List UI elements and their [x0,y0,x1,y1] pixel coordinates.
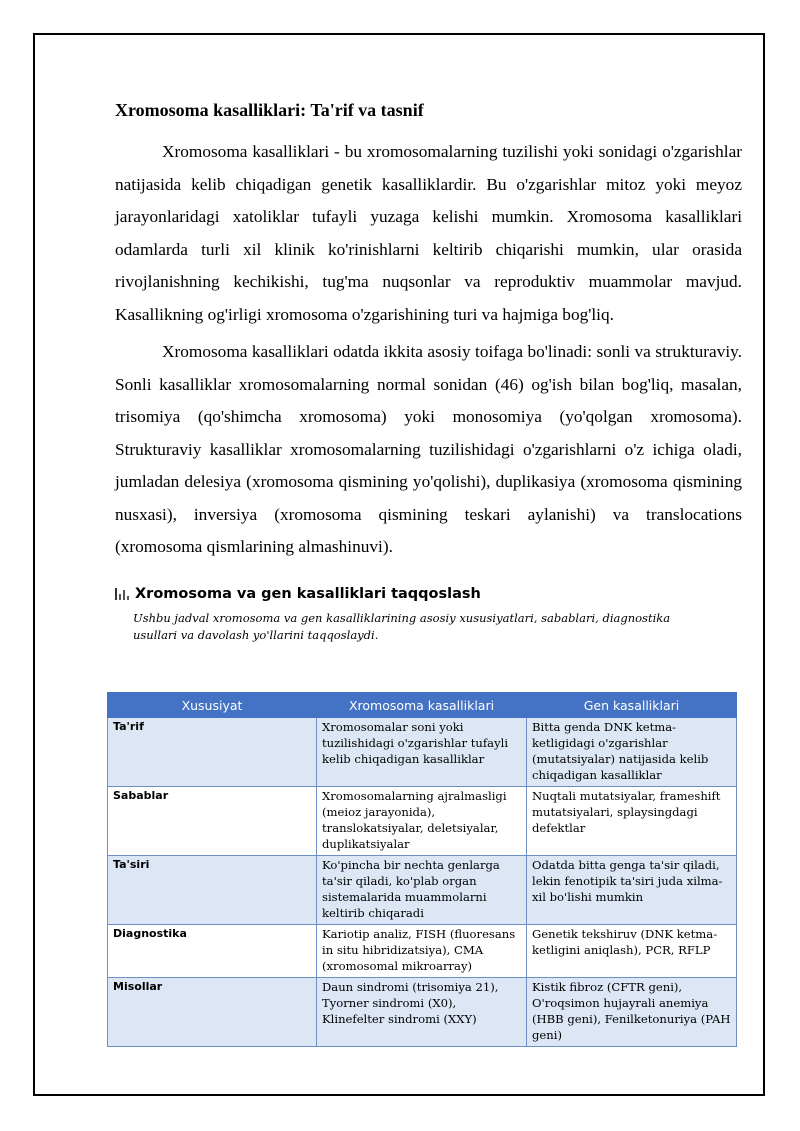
bar-chart-icon [115,588,129,600]
table-row [108,787,737,856]
column-header: Xususiyat [108,693,317,718]
document-body [115,98,742,650]
table-row [108,925,737,978]
feature-cell: Sabablar [108,787,317,856]
table-heading-text: Xromosoma va gen kasalliklari taqqoslash [135,585,481,602]
chromosome-cell: Daun sindromi (trisomiya 21), Tyorner sindromi (X0), Klinefelter sindromi (XXY) [317,978,527,1047]
table-caption: Ushbu jadval xromosoma va gen kasalliklarining asosiy xususiyatlari, sabablari, diagnostika usullari va davolash yo'llarini taqqoslaydi. [133,610,671,642]
gene-cell: Odatda bitta genga ta'sir qiladi, lekin fenotipik ta'siri juda xilma-xil bo'lishi mumkin [527,856,737,925]
table-row [108,978,737,1047]
chromosome-cell: Xromosomalar soni yoki tuzilishidagi o'zgarishlar tufayli kelib chiqadigan kasalliklar [317,718,527,787]
column-header: Gen kasalliklari [527,693,737,718]
paragraph-definition: Xromosoma kasalliklari - bu xromosomalarning tuzilishi yoki sonidagi o'zgarishlar natijasida kelib chiqadigan genetik kasalliklardir. Bu o'zgarishlar mitoz yoki meyoz jarayonlaridagi xatoliklar tufayli yuzaga kelishi mumkin. Xromosoma kasalliklari odamlarda turli xil klinik ko'rinishlarni keltirib chiqarishi mumkin, ular orasida rivojlanishning kechikishi, tug'ma nuqsonlar va reproduktiv muammolar mavjud. Kasallikning og'irligi xromosoma o'zgarishining turi va hajmiga bog'liq. [115,142,742,324]
feature-cell: Misollar [108,978,317,1047]
gene-cell: Nuqtali mutatsiyalar, frameshift mutatsiyalari, splaysingdagi defektlar [527,787,737,856]
gene-cell: Bitta genda DNK ketma-ketligidagi o'zgarishlar (mutatsiyalar) natijasida kelib chiqadigan kasalliklar [527,718,737,787]
feature-cell: Ta'siri [108,856,317,925]
table-header-row [108,693,737,718]
chromosome-cell: Kariotip analiz, FISH (fluoresans in situ hibridizatsiya), CMA (xromosomal mikroarray) [317,925,527,978]
feature-cell: Diagnostika [108,925,317,978]
table-heading [115,586,742,602]
column-header: Xromosoma kasalliklari [317,693,527,718]
chromosome-cell: Ko'pincha bir nechta genlarga ta'sir qiladi, ko'plab organ sistemalarida muammolarni keltirib chiqaradi [317,856,527,925]
gene-cell: Kistik fibroz (CFTR geni), O'roqsimon hujayrali anemiya (HBB geni), Fenilketonuriya (PAH geni) [527,978,737,1047]
feature-cell: Ta'rif [108,718,317,787]
table-row [108,856,737,925]
comparison-table [107,692,737,1047]
document-title: Xromosoma kasalliklari: Ta'rif va tasnif [115,100,424,120]
table-row [108,718,737,787]
gene-cell: Genetik tekshiruv (DNK ketma-ketligini aniqlash), PCR, RFLP [527,925,737,978]
paragraph-classification: Xromosoma kasalliklari odatda ikkita asosiy toifaga bo'linadi: sonli va strukturaviy. Sonli kasalliklar xromosomalarning normal sonidan (46) og'ish bilan bog'liq, masalan, trisomiya (qo'shimcha xromosoma) yoki monosomiya (yo'qolgan xromosoma). Strukturaviy kasalliklar xromosomalarning tuzilishidagi o'zgarishlarni o'z ichiga oladi, jumladan delesiya (xromosoma qismining yo'qolishi), duplikasiya (xromosoma qismining nusxasi), inversiya (xromosoma qismining teskari aylanishi) va translocations (xromosoma qismlarining almashinuvi). [115,342,742,556]
chromosome-cell: Xromosomalarning ajralmasligi (meioz jarayonida), translokatsiyalar, deletsiyalar, duplikatsiyalar [317,787,527,856]
